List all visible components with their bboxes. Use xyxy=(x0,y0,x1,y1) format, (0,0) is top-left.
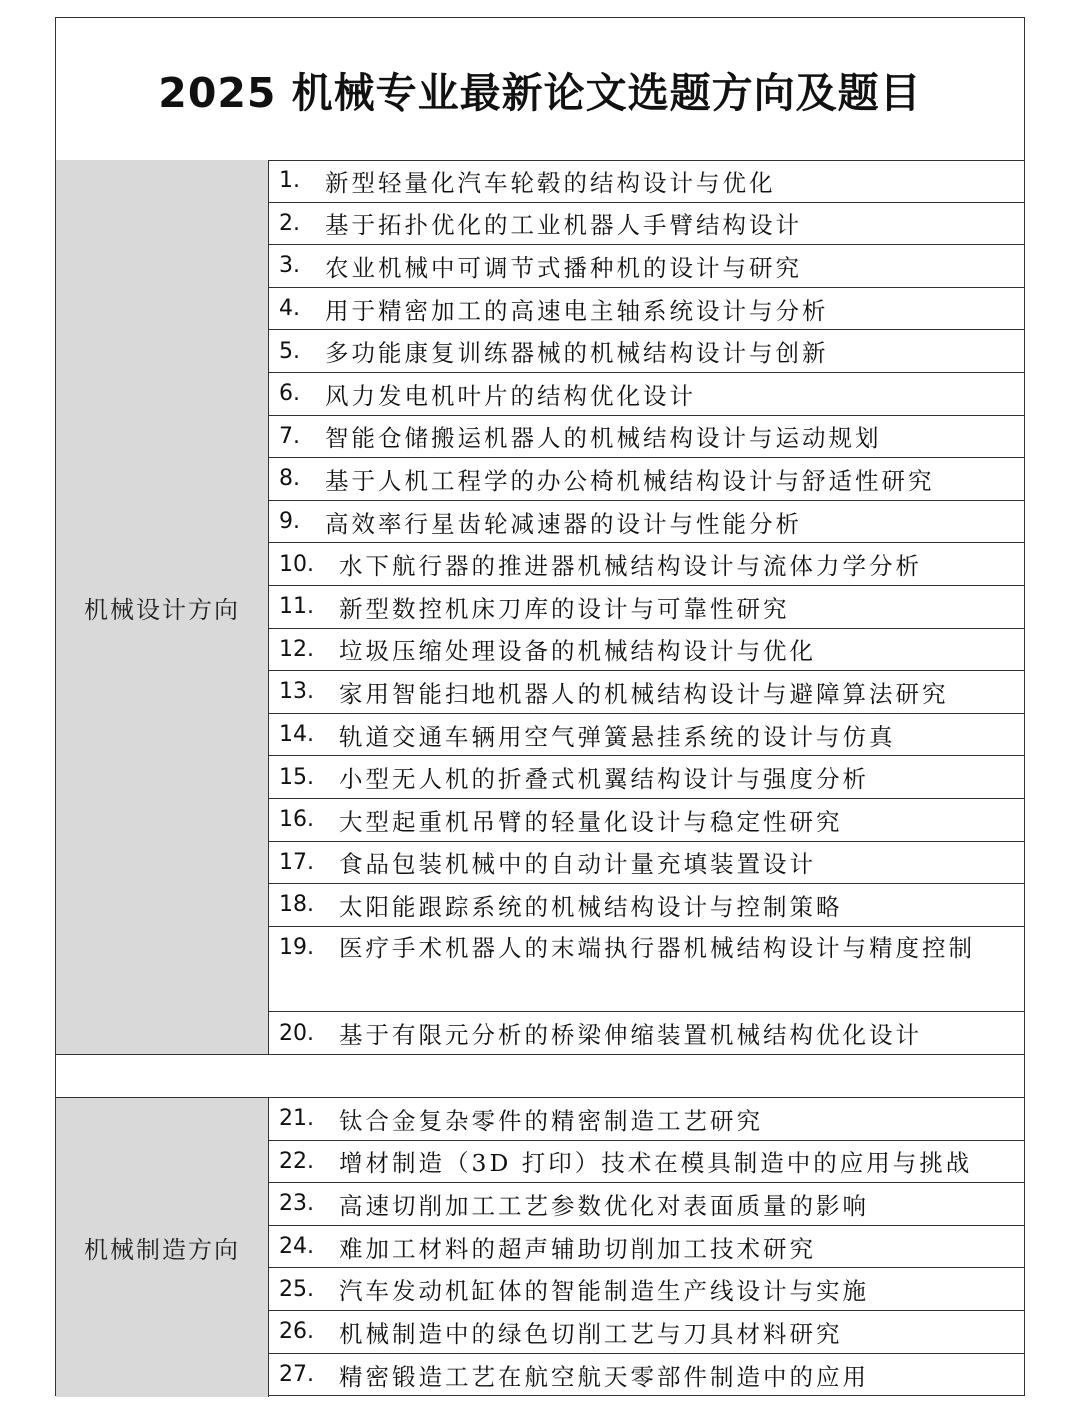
topic-text: 汽车发动机缸体的智能制造生产线设计与实施 xyxy=(339,1277,869,1306)
topic-number: 19. xyxy=(279,934,314,960)
section-mechanical-design xyxy=(56,160,1024,1055)
topic-number: 13. xyxy=(279,679,314,705)
topic-text: 高速切削加工工艺参数优化对表面质量的影响 xyxy=(339,1191,869,1220)
category-label: 机械制造方向 xyxy=(56,1098,269,1397)
topic-text: 多功能康复训练器械的机械结构设计与创新 xyxy=(325,339,829,368)
topic-number: 5. xyxy=(279,338,300,364)
topic-row xyxy=(269,799,1024,842)
topic-number: 1. xyxy=(279,168,300,194)
topic-row xyxy=(269,586,1024,629)
topic-number: 23. xyxy=(279,1191,314,1217)
topic-number: 18. xyxy=(279,892,314,918)
topic-row xyxy=(269,842,1024,885)
topic-text: 水下航行器的推进器机械结构设计与流体力学分析 xyxy=(339,552,922,581)
topic-row xyxy=(269,714,1024,757)
topic-text: 高效率行星齿轮减速器的设计与性能分析 xyxy=(325,509,802,538)
topic-text: 医疗手术机器人的末端执行器机械结构设计与精度控制 xyxy=(339,933,975,962)
topic-text: 基于人机工程学的办公椅机械结构设计与舒适性研究 xyxy=(325,466,935,495)
topic-text: 食品包装机械中的自动计量充填装置设计 xyxy=(339,850,816,879)
topic-number: 4. xyxy=(279,296,300,322)
topic-row xyxy=(269,330,1024,373)
topic-text: 风力发电机叶片的结构优化设计 xyxy=(325,381,696,410)
topic-row xyxy=(269,927,1024,1012)
topic-text: 钛合金复杂零件的精密制造工艺研究 xyxy=(339,1106,763,1135)
topic-number: 15. xyxy=(279,764,314,790)
topic-number: 22. xyxy=(279,1148,314,1174)
title-row xyxy=(56,18,1024,161)
topic-row xyxy=(269,1183,1024,1226)
topic-list xyxy=(269,1098,1024,1396)
topic-text: 增材制造（3D 打印）技术在模具制造中的应用与挑战 xyxy=(339,1149,973,1178)
topic-row xyxy=(269,373,1024,416)
topic-text: 难加工材料的超声辅助切削加工技术研究 xyxy=(339,1234,816,1263)
topic-number: 8. xyxy=(279,466,300,492)
topic-text: 农业机械中可调节式播种机的设计与研究 xyxy=(325,253,802,282)
topic-number: 14. xyxy=(279,722,314,748)
topic-row xyxy=(269,160,1024,203)
topic-number: 17. xyxy=(279,849,314,875)
topic-number: 21. xyxy=(279,1106,314,1132)
topic-number: 6. xyxy=(279,381,300,407)
topic-text: 小型无人机的折叠式机翼结构设计与强度分析 xyxy=(339,765,869,794)
topic-text: 智能仓储搬运机器人的机械结构设计与运动规划 xyxy=(325,424,882,453)
topic-row xyxy=(269,288,1024,331)
topic-number: 2. xyxy=(279,210,300,236)
topic-number: 25. xyxy=(279,1276,314,1302)
topic-number: 27. xyxy=(279,1362,314,1388)
topic-text: 轨道交通车辆用空气弹簧悬挂系统的设计与仿真 xyxy=(339,722,896,751)
topic-text: 太阳能跟踪系统的机械结构设计与控制策略 xyxy=(339,892,843,921)
topic-number: 11. xyxy=(279,594,314,620)
topic-row xyxy=(269,1141,1024,1184)
topic-row xyxy=(269,458,1024,501)
topic-row xyxy=(269,203,1024,246)
topic-row xyxy=(269,1268,1024,1311)
topic-row xyxy=(269,756,1024,799)
topic-row xyxy=(269,501,1024,544)
topic-row xyxy=(269,1226,1024,1269)
topic-row xyxy=(269,884,1024,927)
page-title: 2025 机械专业最新论文选题方向及题目 xyxy=(158,68,922,117)
topic-row xyxy=(269,416,1024,459)
topic-row xyxy=(269,245,1024,288)
topic-text: 用于精密加工的高速电主轴系统设计与分析 xyxy=(325,296,829,325)
topic-text: 新型轻量化汽车轮毂的结构设计与优化 xyxy=(325,168,776,197)
topic-text: 新型数控机床刀库的设计与可靠性研究 xyxy=(339,594,790,623)
topic-row xyxy=(269,629,1024,672)
topic-table xyxy=(55,17,1025,1396)
topic-text: 家用智能扫地机器人的机械结构设计与避障算法研究 xyxy=(339,679,949,708)
topic-number: 12. xyxy=(279,636,314,662)
topic-number: 24. xyxy=(279,1234,314,1260)
topic-list xyxy=(269,160,1024,1054)
topic-text: 机械制造中的绿色切削工艺与刀具材料研究 xyxy=(339,1319,843,1348)
topic-text: 大型起重机吊臂的轻量化设计与稳定性研究 xyxy=(339,807,843,836)
topic-number: 16. xyxy=(279,807,314,833)
topic-number: 26. xyxy=(279,1319,314,1345)
topic-number: 10. xyxy=(279,551,314,577)
topic-number: 20. xyxy=(279,1020,314,1046)
topic-row xyxy=(269,543,1024,586)
topic-number: 9. xyxy=(279,509,300,535)
section-mechanical-manufacturing xyxy=(56,1098,1024,1397)
topic-row xyxy=(269,1098,1024,1141)
topic-text: 垃圾压缩处理设备的机械结构设计与优化 xyxy=(339,637,816,666)
topic-row xyxy=(269,1012,1024,1055)
category-label: 机械设计方向 xyxy=(56,160,269,1054)
topic-number: 3. xyxy=(279,253,300,279)
spacer-row xyxy=(56,1055,1024,1098)
topic-row xyxy=(269,671,1024,714)
topic-row xyxy=(269,1354,1024,1397)
topic-text: 基于有限元分析的桥梁伸缩装置机械结构优化设计 xyxy=(339,1021,922,1050)
topic-text: 精密锻造工艺在航空航天零部件制造中的应用 xyxy=(339,1362,869,1391)
topic-row xyxy=(269,1311,1024,1354)
topic-text: 基于拓扑优化的工业机器人手臂结构设计 xyxy=(325,211,802,240)
topic-number: 7. xyxy=(279,423,300,449)
